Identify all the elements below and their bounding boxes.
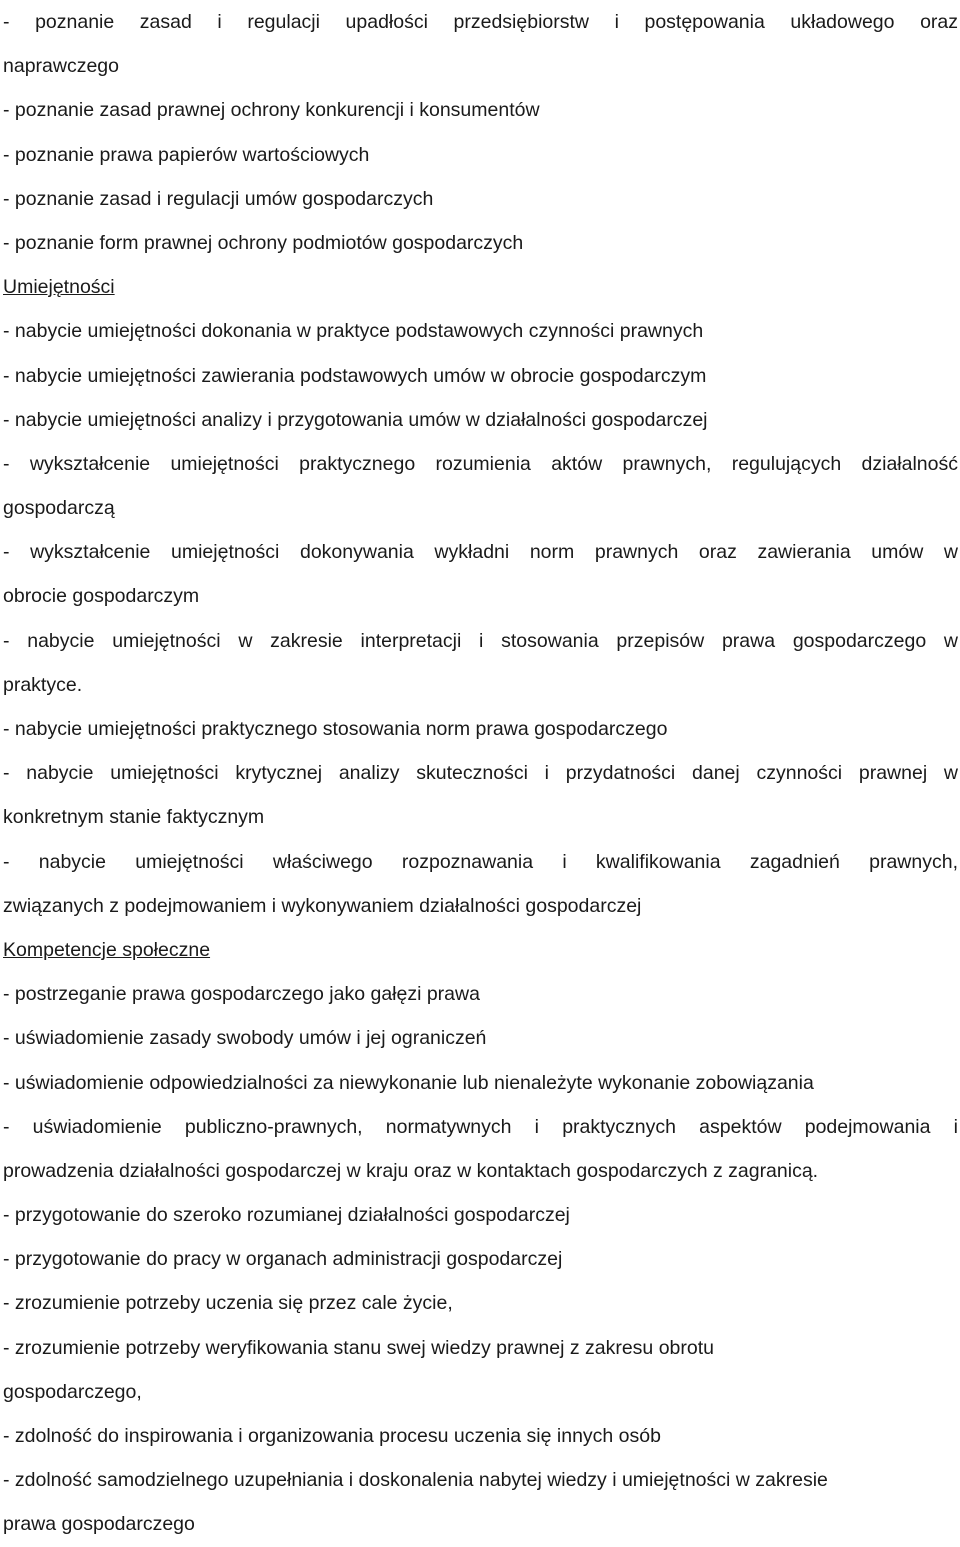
social-line: - uświadomienie zasady swobody umów i jej ograniczeń [3, 1027, 487, 1050]
skills-line: - wykształcenie umiejętności dokonywania wykładni norm prawnych oraz zawierania umów w [3, 541, 958, 564]
social-line: prowadzenia działalności gospodarczej w kraju oraz w kontaktach gospodarczych z zagranicą. [3, 1159, 819, 1182]
skills-heading: Umiejętności [3, 276, 115, 299]
skills-line: - nabycie umiejętności analizy i przygotowania umów w działalności gospodarczej [3, 408, 708, 431]
skills-line: - nabycie umiejętności praktycznego stosowania norm prawa gospodarczego [3, 718, 668, 740]
social-line: - zdolność do inspirowania i organizowania procesu uczenia się innych osób [3, 1425, 661, 1447]
skills-section [3, 309, 958, 928]
social-line: - zrozumienie potrzeby weryfikowania stanu swej wiedzy prawnej z zakresu obrotu [3, 1336, 714, 1359]
social-line: - przygotowanie do pracy w organach administracji gospodarczej [3, 1248, 563, 1271]
social-line: gospodarczego, [3, 1380, 142, 1403]
intro-line: - poznanie zasad prawnej ochrony konkurencji i konsumentów [3, 99, 540, 122]
intro-line: - poznanie zasad i regulacji upadłości przedsiębiorstw i postępowania układowego oraz [3, 11, 958, 33]
skills-line: - nabycie umiejętności krytycznej analizy skuteczności i przydatności danej czynności prawnej w [3, 762, 958, 785]
intro-line: - poznanie zasad i regulacji umów gospodarczych [3, 187, 434, 210]
skills-line: - nabycie umiejętności zawierania podstawowych umów w obrocie gospodarczym [3, 364, 707, 387]
social-competences-section [3, 972, 958, 1546]
social-line: - uświadomienie publiczno-prawnych, normatywnych i praktycznych aspektów podejmowania i [3, 1115, 958, 1138]
intro-line: - poznanie prawa papierów wartościowych [3, 143, 370, 166]
social-line: - przygotowanie do szeroko rozumianej działalności gospodarczej [3, 1204, 570, 1227]
social-line: - postrzeganie prawa gospodarczego jako gałęzi prawa [3, 983, 480, 1006]
social-competences-heading: Kompetencje społeczne [3, 938, 211, 961]
skills-line: - nabycie umiejętności właściwego rozpoznawania i kwalifikowania zagadnień prawnych, [3, 850, 958, 873]
intro-line: - poznanie form prawnej ochrony podmiotów gospodarczych [3, 231, 524, 254]
social-line: prawa gospodarczego [3, 1513, 195, 1536]
skills-line: obrocie gospodarczym [3, 585, 200, 608]
social-line: - uświadomienie odpowiedzialności za niewykonanie lub nienależyte wykonanie zobowiązania [3, 1071, 814, 1094]
skills-line: gospodarczą [3, 497, 115, 520]
social-line: - zdolność samodzielnego uzupełniania i doskonalenia nabytej wiedzy i umiejętności w zakresie [3, 1469, 828, 1492]
skills-line: praktyce. [3, 673, 83, 696]
social-line: - zrozumienie potrzeby uczenia się przez cale życie, [3, 1292, 453, 1315]
skills-line: - nabycie umiejętności w zakresie interpretacji i stosowania przepisów prawa gospodarczego w [3, 629, 958, 652]
intro-section [3, 0, 958, 265]
skills-line: konkretnym stanie faktycznym [3, 806, 265, 829]
skills-line: - nabycie umiejętności dokonania w praktyce podstawowych czynności prawnych [3, 320, 704, 343]
skills-line: związanych z podejmowaniem i wykonywaniem działalności gospodarczej [3, 894, 642, 917]
intro-line: naprawczego [3, 55, 119, 78]
skills-line: - wykształcenie umiejętności praktycznego rozumienia aktów prawnych, regulujących działalność [3, 452, 958, 475]
